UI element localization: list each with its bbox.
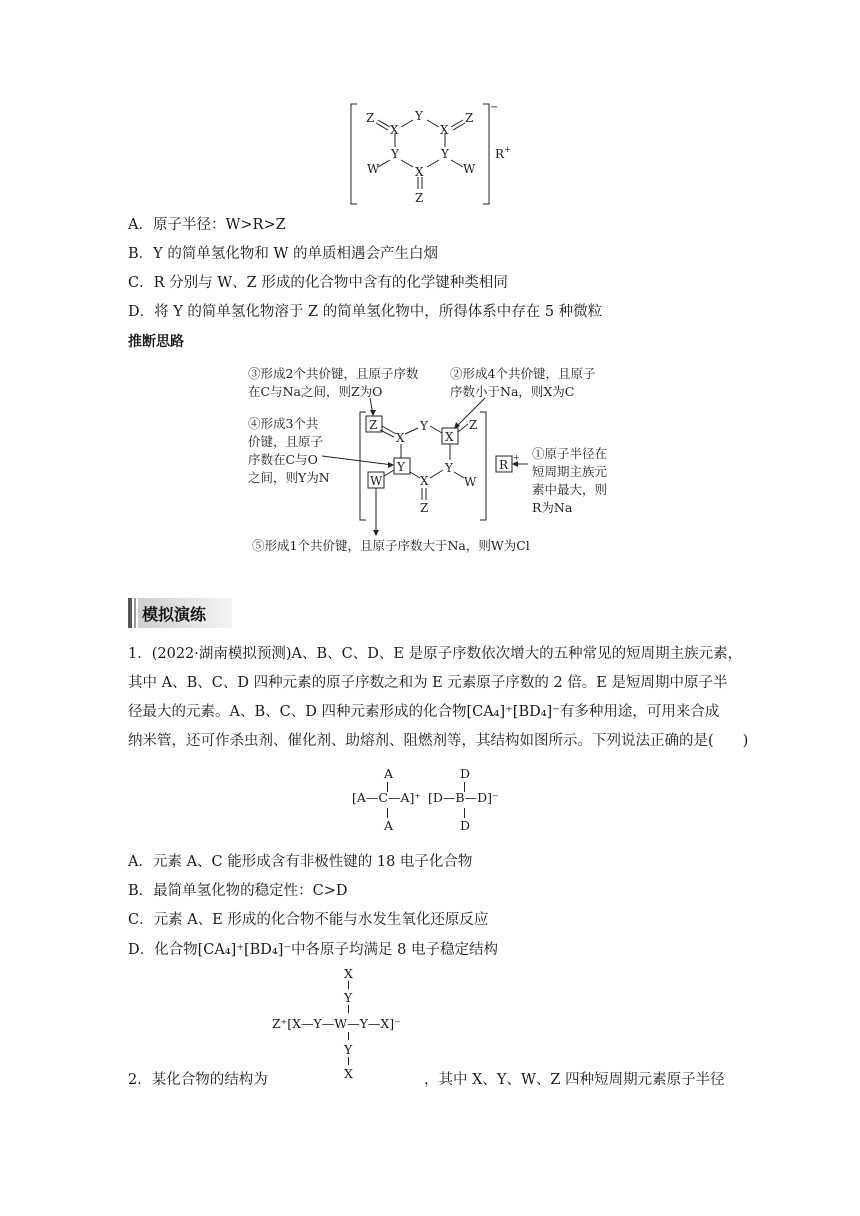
note-1-line2: 短周期主族元 <box>532 464 608 479</box>
q1-option-c[interactable]: C．元素 A、E 形成的化合物不能与水发生氧化还原反应 <box>128 912 489 928</box>
formula-atom: A <box>384 818 394 833</box>
atom-label: Y <box>415 109 423 123</box>
svg-text:Y: Y <box>397 460 405 474</box>
atom-label: Y <box>441 147 449 161</box>
formula-atom: Y <box>344 1042 353 1057</box>
note-1-line3: 素中最大，则 <box>532 482 608 497</box>
atom-label: Z <box>465 111 474 125</box>
formula-atom: X <box>344 1066 353 1081</box>
formula-main: Z⁺[X—Y—W—Y—X]⁻ <box>272 1016 401 1031</box>
cation-label: R <box>495 147 505 161</box>
formula-atom: D <box>460 818 471 833</box>
cation-charge: + <box>504 145 511 154</box>
note-2-line1: ②形成4个共价键，且原子 <box>450 366 596 381</box>
note-3-line2: 在C与Na之间，则Z为O <box>248 384 383 399</box>
svg-text:X: X <box>445 430 454 444</box>
note-4-line4: 之间，则Y为N <box>248 470 330 485</box>
formula-atom: X <box>344 966 353 981</box>
atom-label: X <box>415 165 424 179</box>
structure-diagram-1 <box>345 100 525 210</box>
formula-left-ion: [A—C—A]⁺ <box>352 790 421 805</box>
q1-stem-line: 纳米管，还可作杀虫剂、催化剂、助熔剂、阻燃剂等，其结构如图所示。下列说法正确的是( ) <box>128 733 749 749</box>
q1-option-d[interactable]: D．化合物[CA₄]⁺[BD₄]⁻中各原子均满足 8 电子稳定结构 <box>128 942 498 958</box>
atom-label: X <box>390 123 399 137</box>
q1-stem-line: 1．(2022·湖南模拟预测)A、B、C、D、E 是原子序数依次增大的五种常见的短周期主族元素， <box>128 646 743 662</box>
note-4-line3: 序数在C与O <box>248 452 318 467</box>
atom-label: W <box>367 162 380 176</box>
note-1-line4: R为Na <box>532 500 573 515</box>
note-3-line1: ③形成2个共价键，且原子序数 <box>248 366 419 381</box>
note-4-line1: ④形成3个共 <box>248 416 319 431</box>
q1-stem-line: 径最大的元素。A、B、C、D 四种元素形成的化合物[CA₄]⁺[BD₄]⁻有多种用途，可用来合成 <box>128 704 720 720</box>
note-5: ⑤形成1个共价键，且原子序数大于Na，则W为Cl <box>252 538 530 553</box>
svg-text:Z: Z <box>369 418 378 432</box>
option-b[interactable]: B．Y 的简单氢化物和 W 的单质相遇会产生白烟 <box>128 246 438 262</box>
svg-text:X: X <box>396 431 405 445</box>
q1-option-a[interactable]: A．元素 A、C 能形成含有非极性键的 18 电子化合物 <box>128 854 473 870</box>
atom-label: Z <box>366 111 375 125</box>
reasoning-diagram <box>240 360 630 560</box>
option-d[interactable]: D．将 Y 的简单氢化物溶于 Z 的简单氢化物中，所得体系中存在 5 种微粒 <box>128 304 603 320</box>
formula-right-ion: [D—B—D]⁻ <box>428 790 499 805</box>
formula-atom: Y <box>344 990 353 1005</box>
svg-text:R: R <box>499 458 509 472</box>
svg-text:W: W <box>370 474 383 488</box>
formula-atom: A <box>384 766 394 781</box>
q1-option-b[interactable]: B．最简单氢化物的稳定性：C>D <box>128 883 348 899</box>
atom-label: W <box>463 162 476 176</box>
anion-charge: − <box>490 102 499 113</box>
atom-label: X <box>440 123 449 137</box>
svg-text:+: + <box>513 453 520 462</box>
atom-label: Y <box>391 147 399 161</box>
note-4-line2: 价键，且原子 <box>248 434 324 449</box>
svg-text:Z: Z <box>469 418 478 432</box>
option-a[interactable]: A．原子半径：W>R>Z <box>128 217 286 233</box>
section-title: 模拟演练 <box>142 605 207 624</box>
q2-stem-prefix: 2．某化合物的结构为 <box>128 1072 268 1088</box>
reasoning-heading: 推断思路 <box>128 334 184 350</box>
svg-text:W: W <box>464 475 477 489</box>
note-2-line2: 序数小于Na，则X为C <box>450 384 575 399</box>
q1-formula <box>352 766 522 836</box>
section-header <box>128 598 228 628</box>
note-1-line1: ①原子半径在 <box>532 446 608 461</box>
svg-text:Z: Z <box>420 501 429 515</box>
svg-text:X: X <box>420 474 429 488</box>
svg-text:Y: Y <box>445 461 453 475</box>
q2-formula <box>272 966 432 1084</box>
formula-atom: D <box>460 766 471 781</box>
q2-stem-suffix: ，其中 X、Y、W、Z 四种短周期元素原子半径 <box>424 1072 725 1088</box>
option-c[interactable]: C．R 分别与 W、Z 形成的化合物中含有的化学键种类相同 <box>128 275 508 291</box>
atom-label: Z <box>415 191 424 205</box>
q1-stem <box>128 640 749 756</box>
svg-text:Y: Y <box>420 419 428 433</box>
q1-stem-line: 其中 A、B、C、D 四种元素的原子序数之和为 E 元素原子序数的 2 倍。E 是短周期中原子半 <box>128 675 728 691</box>
